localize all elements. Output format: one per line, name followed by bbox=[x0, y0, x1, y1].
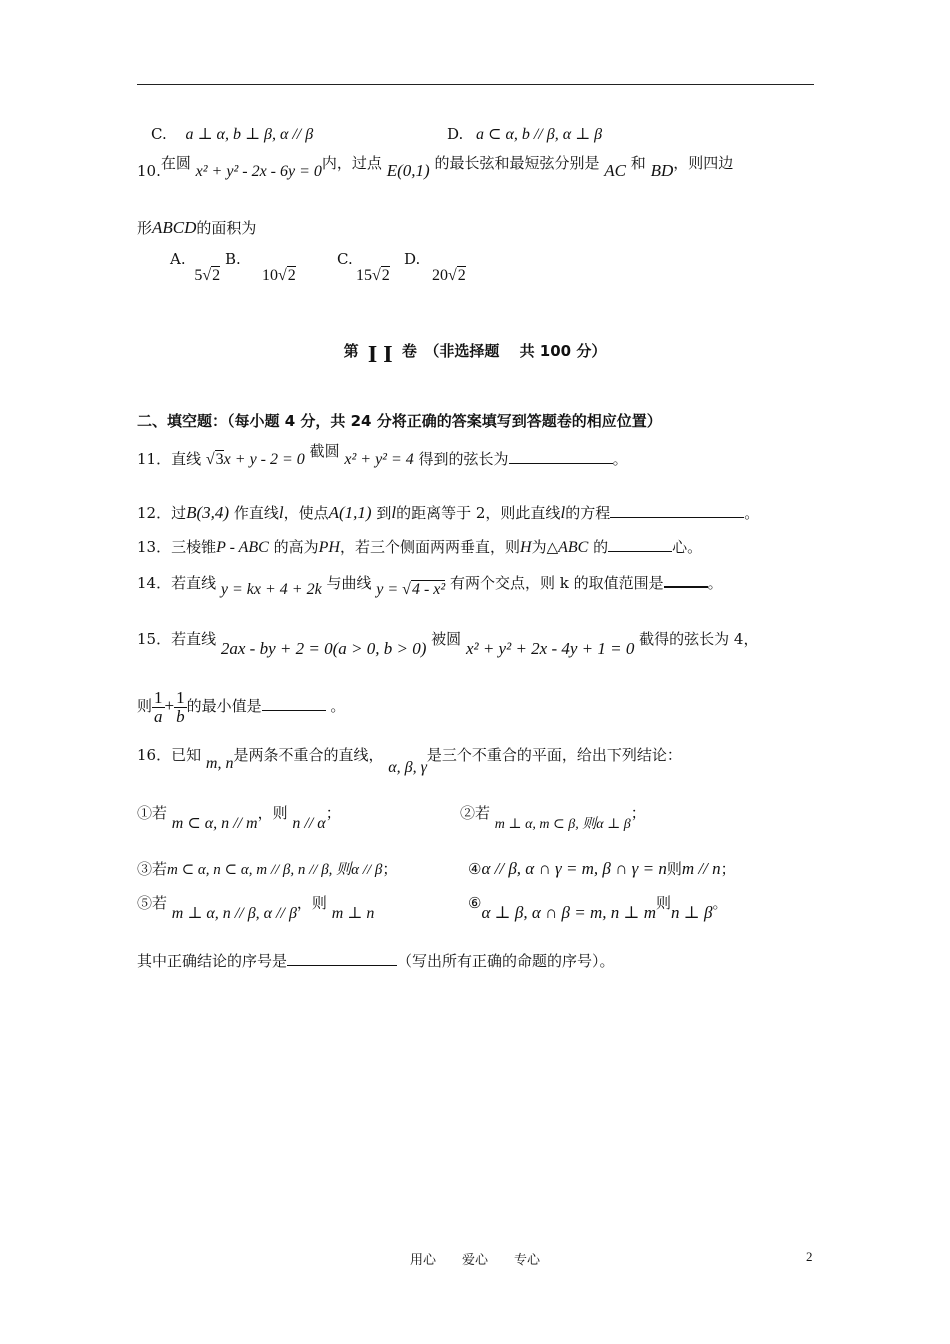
option-math: a ⊂ α, b // β, α ⊥ β bbox=[476, 126, 603, 143]
option-math: a ⊥ α, b ⊥ β, α // β bbox=[185, 126, 314, 143]
q11: 11．直线 √3x + y - 2 = 0 截圆 x² + y² = 4 得到的弦长为 。 bbox=[137, 442, 628, 468]
circle-equation: x² + y² + 2x - 4y + 1 = 0 bbox=[465, 639, 635, 658]
point-e: E(0,1) bbox=[386, 161, 430, 180]
question-number: 10. bbox=[137, 162, 161, 180]
q15-line-1: 15．若直线 2ax - by + 2 = 0(a > 0, b > 0) 被圆 x² + y² + 2x - 4y + 1 = 0 截得的弦长为 4， bbox=[137, 630, 759, 658]
circle-equation: x² + y² = 4 bbox=[344, 451, 414, 468]
line-equation: 2ax - by + 2 = 0(a > 0, b > 0) bbox=[220, 639, 427, 658]
q10-line-1: 10.在圆 x² + y² - 2x - 6y = 0内，过点 E(0,1) 的最长弦和最短弦分别是 AC 和 BD，则四边 bbox=[137, 154, 734, 180]
q12: 12．过B(3,4) 作直线l，使点A(1,1) 到l的距离等于 2，则此直线l的方程 。 bbox=[137, 503, 760, 522]
fraction-1-over-a: $\frac{1}{a}$ bbox=[154, 687, 163, 726]
curve-equation: y = √4 - x² bbox=[376, 581, 446, 598]
answer-blank[interactable] bbox=[262, 696, 326, 711]
q16-statement-3: ③若m ⊂ α, n ⊂ α, m // β, n // β, 则α // β； bbox=[137, 860, 398, 878]
answer-blank[interactable] bbox=[608, 537, 672, 552]
option-label: D. bbox=[447, 125, 464, 143]
q10-option-c-value: 15√2 bbox=[356, 267, 390, 284]
fraction-1-over-b: $\frac{1}{b}$ bbox=[176, 687, 185, 726]
q10-option-a: A. 5√2 B. bbox=[170, 250, 241, 284]
page-number: 2 bbox=[806, 1249, 813, 1264]
q10-option-c: C. bbox=[337, 250, 353, 268]
q16-stem: 16．已知 m, n是两条不重合的直线， α, β, γ是三个不重合的平面，给出下列结论： bbox=[137, 746, 682, 776]
q9-option-d bbox=[447, 124, 602, 144]
option-label: C. bbox=[151, 125, 167, 143]
circle-equation: x² + y² - 2x - 6y = 0 bbox=[195, 163, 322, 180]
section-heading: 二、填空题：（每小题 4 分，共 24 分将正确的答案填写到答题卷的相应位置） bbox=[137, 412, 662, 430]
answer-blank[interactable] bbox=[664, 572, 708, 588]
q16-final: 其中正确结论的序号是 （写出所有正确的命题的序号）。 bbox=[137, 952, 615, 970]
header-rule bbox=[137, 84, 814, 85]
answer-blank[interactable] bbox=[509, 449, 613, 464]
part-two-heading: 第 I I 卷 （非选择题 共 100 分） bbox=[343, 342, 607, 368]
q10-option-b: 10√2 bbox=[262, 267, 296, 284]
line-equation: √3x + y - 2 = 0 bbox=[205, 451, 305, 468]
q15-line-2: 则 $\frac{1}{a}$ + $\frac{1}{b}$ 的最小值是 。 bbox=[137, 687, 346, 726]
q16-statement-1: ①若 m ⊂ α, n // m，则 n // α； bbox=[137, 804, 341, 832]
q10-option-d: D. bbox=[404, 250, 421, 268]
roman-numeral: I I bbox=[367, 342, 393, 368]
line-equation: y = kx + 4 + 2k bbox=[220, 581, 322, 598]
q9-option-c bbox=[151, 124, 313, 144]
answer-blank[interactable] bbox=[610, 503, 744, 518]
q16-statement-6: ⑥α ⊥ β, α ∩ β = m, n ⊥ m则n ⊥ β。 bbox=[468, 894, 728, 922]
q10-option-d-value: 20√2 bbox=[432, 267, 466, 284]
q16-statement-2: ②若 m ⊥ α, m ⊂ β, 则α ⊥ β； bbox=[460, 804, 646, 832]
q16-statement-4: ④α // β, α ∩ γ = m, β ∩ γ = n则m // n； bbox=[468, 859, 736, 878]
q14: 14．若直线 y = kx + 4 + 2k 与曲线 y = √4 - x² 有两个交点，则 k 的取值范围是 。 bbox=[137, 574, 723, 598]
answer-blank[interactable] bbox=[287, 951, 397, 966]
q10-line-2: 形ABCD的面积为 bbox=[137, 218, 257, 237]
q16-statement-5: ⑤若 m ⊥ α, n // β, α // β，则 m ⊥ n bbox=[137, 894, 375, 922]
q13: 13．三棱锥P - ABC 的高为PH，若三个侧面两两垂直，则H为△ABC 的 心。 bbox=[137, 538, 703, 556]
page-footer: 用心 爱心 专心 bbox=[409, 1253, 540, 1268]
